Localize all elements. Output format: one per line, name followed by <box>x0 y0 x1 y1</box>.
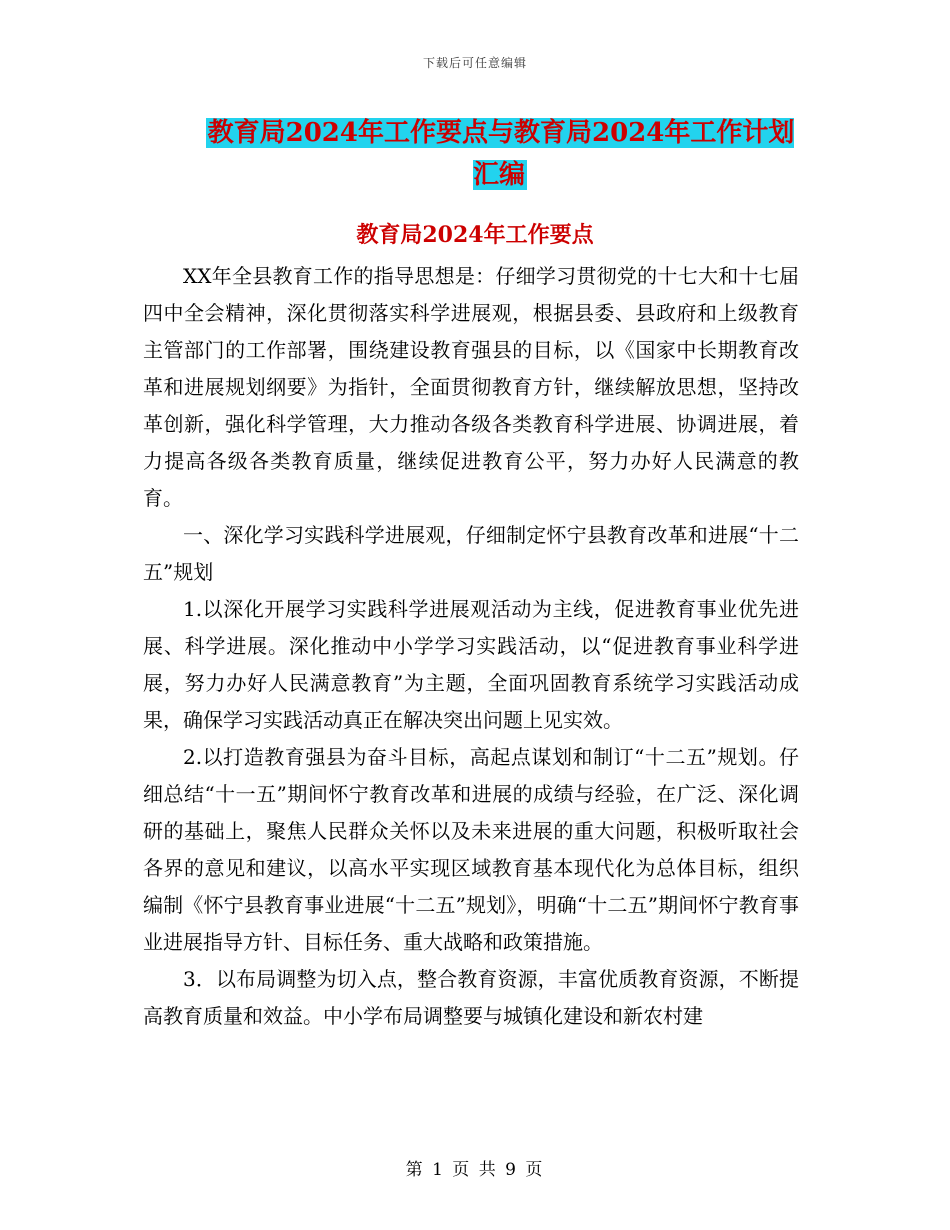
paragraph-5: 3．以布局调整为切入点，整合教育资源，丰富优质教育资源，不断提高教育质量和效益。中小学布局调整要与城镇化建设和新农村建 <box>143 967 799 1028</box>
paragraph-4: 2.以打造教育强县为奋斗目标，高起点谋划和制订“十二五”规划。仔细总结“十一五”期间怀宁教育改革和进展的成绩与经验，在广泛、深化调研的基础上，聚焦人民群众关怀以及未来进展的重大问题，积极听取社会各界的意见和建议，以高水平实现区域教育基本现代化为总体目标，组织编制《怀宁县教育事业进展“十二五”规划》，明确“十二五”期间怀宁教育事业进展指导方针、目标任务、重大战略和政策措施。 <box>143 745 799 954</box>
paragraph-1: XX年全县教育工作的指导思想是：仔细学习贯彻党的十七大和十七届四中全会精神，深化贯彻落实科学进展观，根据县委、县政府和上级教育主管部门的工作部署，围绕建设教育强县的目标，以《国家中长期教育改革和进展规划纲要》为指针，全面贯彻教育方针，继续解放思想，坚持改革创新，强化科学管理，大力推动各级各类教育科学进展、协调进展，着力提高各级各类教育质量，继续促进教育公平，努力办好人民满意的教育。 <box>143 264 799 510</box>
document-title-text: 教育局2024年工作要点与教育局2024年工作计划汇编 <box>207 118 795 190</box>
paragraph-2: 一、深化学习实践科学进展观，仔细制定怀宁县教育改革和进展“十二五”规划 <box>143 523 799 584</box>
section-title: 教育局2024年工作要点 <box>356 222 594 248</box>
page-footer: 第 1 页 共 9 页 <box>405 1160 545 1180</box>
paragraph-3: 1.以深化开展学习实践科学进展观活动为主线，促进教育事业优先进展、科学进展。深化推动中小学学习实践活动，以“促进教育事业科学进展，努力办好人民满意教育”为主题，全面巩固教育系统学习实践活动成果，确保学习实践活动真正在解决突出问题上见实效。 <box>143 597 799 732</box>
header-note: 下载后可任意编辑 <box>422 56 527 70</box>
document-title <box>195 112 805 196</box>
document-body <box>143 258 799 1035</box>
